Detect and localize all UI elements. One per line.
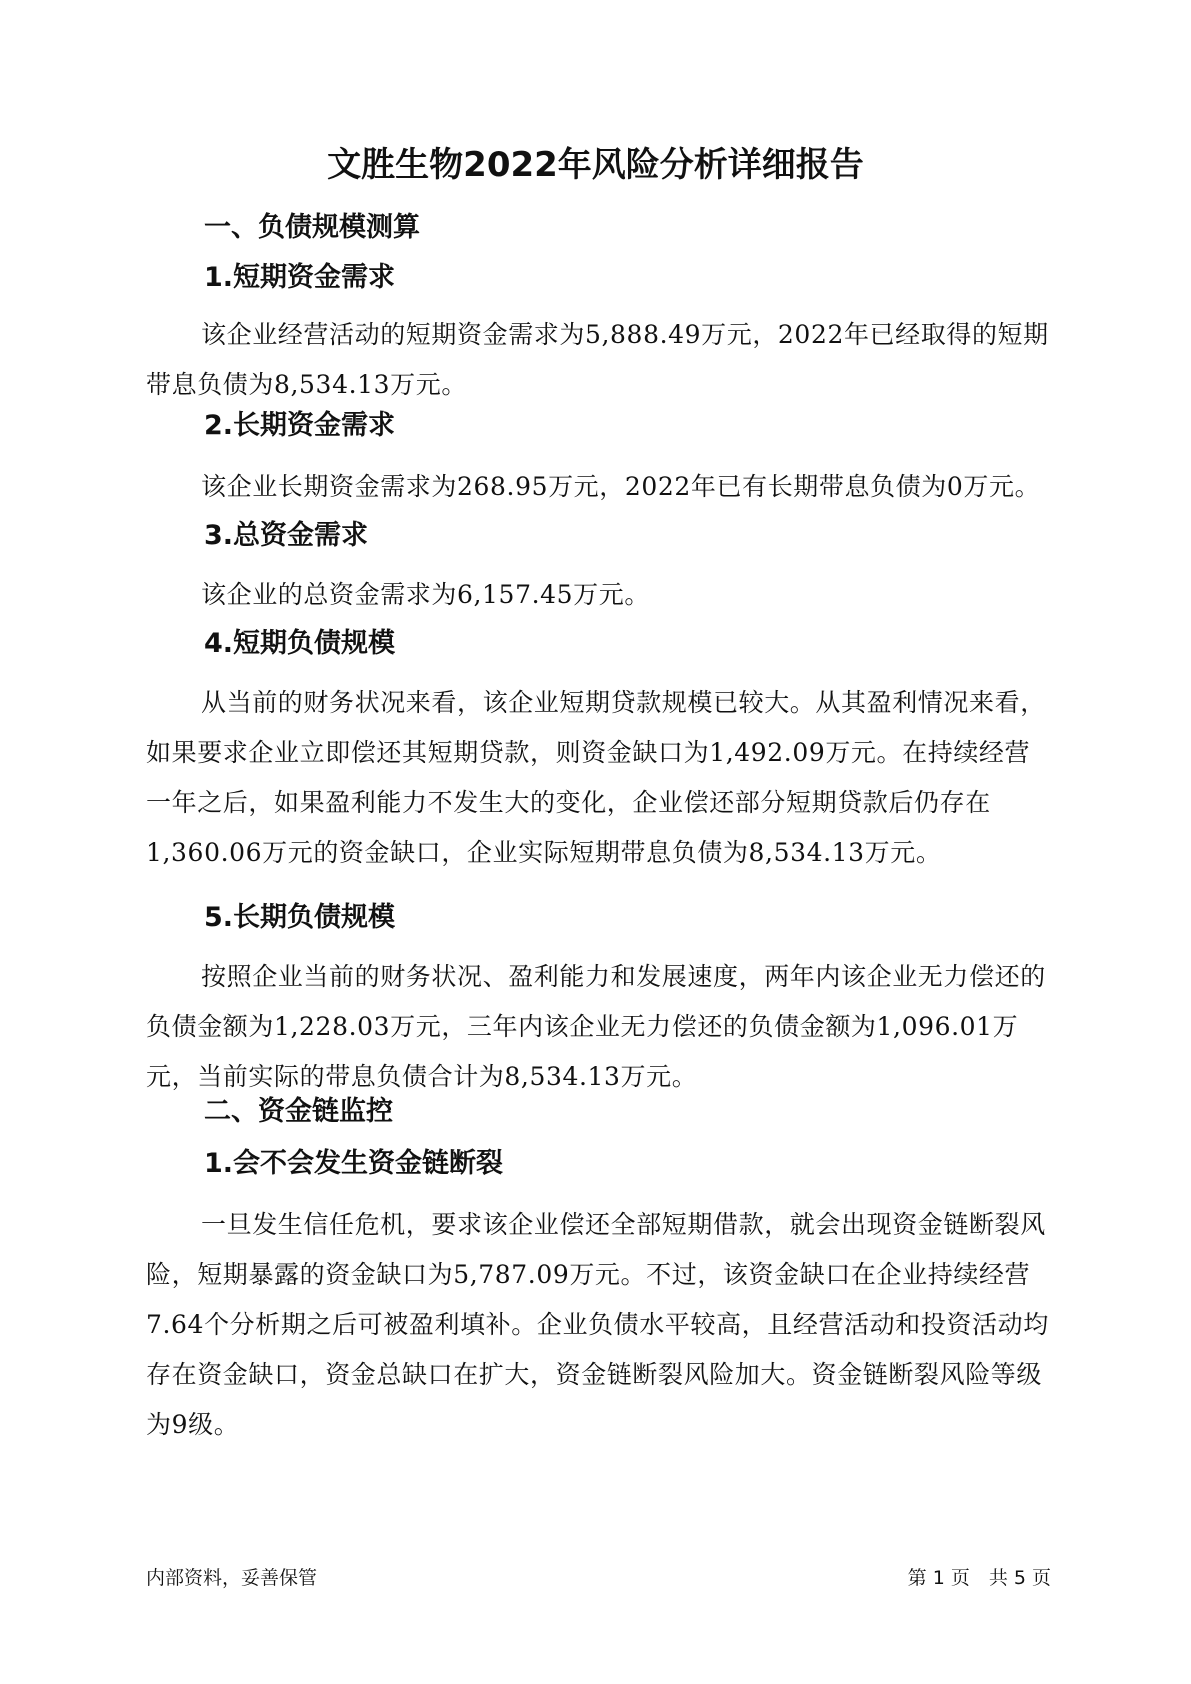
subsection-heading-cash-chain-break: 1.会不会发生资金链断裂 [204, 1148, 504, 1179]
paragraph-short-term-debt: 从当前的财务状况来看，该企业短期贷款规模已较大。从其盈利情况来看，如果要求企业立即偿还其短期贷款，则资金缺口为1,492.09万元。在持续经营一年之后，如果盈利能力不发生大的变化，企业偿还部分短期贷款后仍存在1,360.06万元的资金缺口，企业实际短期带息负债为8,534.13万元。 [146, 688, 1046, 867]
paragraph-total-funding: 该企业的总资金需求为6,157.45万元。 [201, 580, 650, 609]
paragraph-long-term-debt: 按照企业当前的财务状况、盈利能力和发展速度，两年内该企业无力偿还的负债金额为1,228.03万元，三年内该企业无力偿还的负债金额为1,096.01万元，当前实际的带息负债合计为8,534.13万元。 [146, 962, 1046, 1091]
paragraph-short-term-funding: 该企业经营活动的短期资金需求为5,888.49万元，2022年已经取得的短期带息负债为8,534.13万元。 [146, 320, 1049, 399]
subsection-heading-short-term-funding: 1.短期资金需求 [204, 262, 396, 293]
subsection-heading-short-term-debt: 4.短期负债规模 [204, 628, 396, 659]
subsection-heading-total-funding: 3.总资金需求 [204, 520, 369, 551]
footer-page-number: 第 1 页 共 5 页 [907, 1567, 1051, 1589]
section-heading-cash-chain: 二、资金链监控 [204, 1096, 393, 1127]
document-title: 文胜生物2022年风险分析详细报告 [327, 145, 864, 185]
section-heading-debt-scale: 一、负债规模测算 [204, 212, 420, 243]
paragraph-long-term-funding: 该企业长期资金需求为268.95万元，2022年已有长期带息负债为0万元。 [201, 472, 1041, 501]
paragraph-cash-chain-break: 一旦发生信任危机，要求该企业偿还全部短期借款，就会出现资金链断裂风险，短期暴露的资金缺口为5,787.09万元。不过，该资金缺口在企业持续经营 7.64个分析期之后可被盈利填补。企业负债水平较高，且经营活动和投资活动均存在资金缺口，资金总缺口在扩大，资金链断裂风险加大。资金链断裂风险等级为9级。 [146, 1210, 1049, 1439]
subsection-heading-long-term-funding: 2.长期资金需求 [204, 410, 396, 441]
footer-confidential-note: 内部资料，妥善保管 [146, 1567, 318, 1589]
subsection-heading-long-term-debt: 5.长期负债规模 [204, 902, 396, 933]
